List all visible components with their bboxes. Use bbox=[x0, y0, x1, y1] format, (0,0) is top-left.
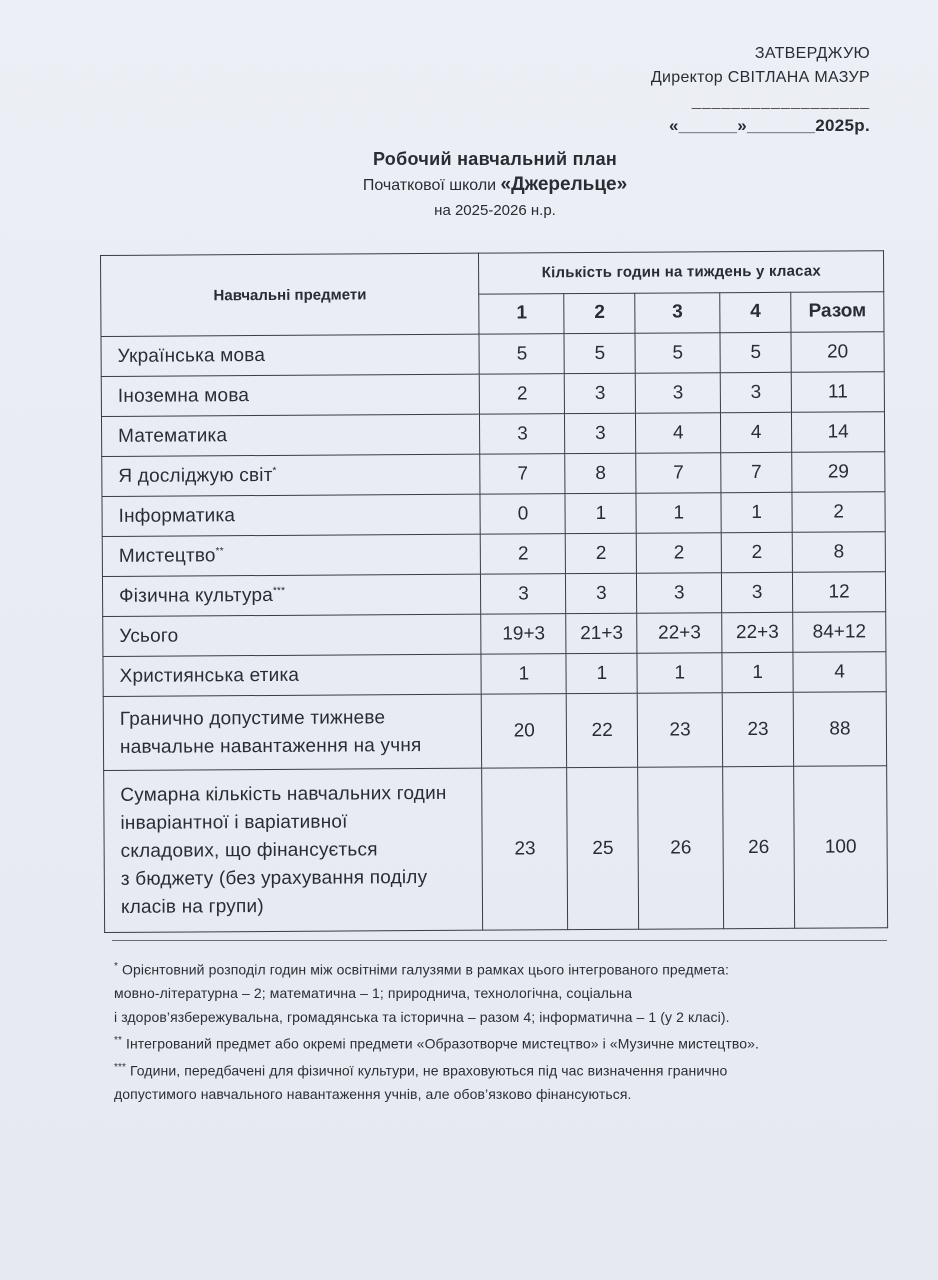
total-hours-line: складових, що фінансується bbox=[120, 838, 378, 862]
table-cell: 22+3 bbox=[722, 612, 793, 652]
table-cell: 5 bbox=[720, 332, 791, 372]
footnote-marker: ** bbox=[215, 545, 224, 557]
table-cell: 3 bbox=[637, 573, 722, 614]
table-cell: 21+3 bbox=[566, 613, 637, 653]
footnote-mark: ** bbox=[114, 1035, 122, 1047]
table-cell: 100 bbox=[794, 766, 888, 929]
table-cell: 7 bbox=[480, 454, 565, 495]
table-row bbox=[101, 372, 884, 417]
total-cell: 12 bbox=[792, 572, 885, 613]
subject-label: Фізична культура bbox=[119, 584, 274, 607]
notes-divider bbox=[112, 940, 887, 941]
table-cell: 88 bbox=[793, 692, 886, 767]
school-name-line bbox=[0, 172, 938, 199]
footnote-text: Орієнтовний розподіл годин між освітніми галузями в рамках цього інтегрованого предмета: bbox=[118, 961, 730, 978]
footnote-text: Години, передбачені для фізичної культури, не враховуються під час визначення гранично bbox=[125, 1062, 728, 1079]
table-row bbox=[102, 532, 885, 577]
total-cell: 11 bbox=[791, 372, 884, 413]
table-cell: 2 bbox=[566, 533, 637, 573]
table-cell: 0 bbox=[480, 494, 565, 535]
footnote-mark: * bbox=[114, 961, 118, 972]
footnote-marker: *** bbox=[272, 585, 286, 597]
table-row bbox=[102, 452, 885, 497]
hours-header: Кількість годин на тиждень у класах bbox=[479, 251, 884, 294]
subjects-header: Навчальні предмети bbox=[101, 253, 480, 336]
subject-name bbox=[101, 334, 480, 376]
table-cell: 1 bbox=[722, 652, 793, 692]
table-cell: 3 bbox=[480, 414, 565, 455]
subject-label: Я досліджую світ bbox=[118, 464, 273, 487]
total-hours-line: інваріантної і варіативної bbox=[120, 810, 348, 834]
total-hours-line: класів на групи) bbox=[120, 895, 264, 918]
table-row bbox=[101, 332, 884, 377]
total-cell: 29 bbox=[792, 452, 885, 493]
table-cell: 25 bbox=[567, 767, 639, 929]
subject-label: Християнська етика bbox=[119, 664, 300, 687]
table-cell: 23 bbox=[637, 693, 722, 768]
grade-header: 3 bbox=[635, 292, 720, 333]
document-title bbox=[0, 146, 938, 223]
table-cell: 3 bbox=[722, 572, 793, 612]
subject-name bbox=[101, 414, 480, 456]
subject-label: Мистецтво bbox=[118, 544, 216, 567]
table-cell: 4 bbox=[721, 412, 792, 452]
max-load-line: Гранично допустиме тижневе bbox=[119, 706, 386, 730]
approval-heading: ЗАТВЕРДЖУЮ bbox=[754, 45, 870, 62]
table-cell: 4 bbox=[636, 413, 721, 454]
total-cell: 14 bbox=[792, 412, 885, 453]
total-cell: 8 bbox=[792, 532, 885, 573]
table-cell: 20 bbox=[482, 694, 567, 769]
subject-name bbox=[103, 614, 482, 656]
table-cell: 3 bbox=[635, 373, 720, 414]
footnote-3 bbox=[114, 1056, 884, 1083]
footnote-3-cont: допустимого навчального навантаження учнів, але обов’язково фінансуються. bbox=[114, 1086, 632, 1103]
table-row bbox=[103, 692, 886, 771]
subject-label: Математика bbox=[118, 424, 228, 447]
subject-label: Українська мова bbox=[117, 344, 266, 367]
footnote-1 bbox=[114, 955, 884, 982]
table-cell: 1 bbox=[481, 654, 566, 695]
table-cell: 22+3 bbox=[637, 613, 722, 654]
footnotes bbox=[114, 955, 884, 1107]
approval-block bbox=[651, 42, 870, 138]
subject-label: Іноземна мова bbox=[117, 384, 250, 407]
table-cell: 3 bbox=[565, 413, 636, 453]
subject-name bbox=[102, 494, 481, 536]
total-hours-label bbox=[104, 768, 483, 932]
grade-header: 2 bbox=[564, 293, 635, 334]
table-cell: 3 bbox=[720, 372, 791, 412]
table-cell: 2 bbox=[636, 533, 721, 574]
table-cell: 7 bbox=[721, 452, 792, 492]
total-cell: 4 bbox=[793, 652, 886, 693]
grade-header: 1 bbox=[479, 293, 564, 334]
total-hours-line: Сумарна кількість навчальних годин bbox=[120, 782, 447, 806]
grade-header: 4 bbox=[720, 292, 791, 333]
table-cell: 1 bbox=[565, 493, 636, 533]
table-cell: 5 bbox=[564, 333, 635, 373]
table-cell: 8 bbox=[565, 453, 636, 493]
table-body bbox=[101, 332, 886, 697]
table-cell: 23 bbox=[482, 768, 568, 931]
subject-name bbox=[103, 654, 482, 696]
table-cell: 1 bbox=[637, 653, 722, 694]
total-hours-line: з бюджету (без урахування поділу bbox=[120, 866, 428, 890]
subject-label: Усього bbox=[119, 625, 179, 647]
plan-title: Робочий навчальний план bbox=[372, 149, 618, 169]
table-cell: 2 bbox=[721, 532, 792, 572]
approval-date: «______»_______2025р. bbox=[668, 116, 870, 135]
max-load-label bbox=[103, 694, 482, 770]
footnote-mark: *** bbox=[114, 1062, 126, 1074]
subject-name bbox=[102, 454, 481, 496]
signature-line: __________________ bbox=[691, 93, 870, 110]
table-cell: 1 bbox=[721, 492, 792, 532]
curriculum-table bbox=[100, 250, 888, 933]
table-cell: 3 bbox=[481, 574, 566, 615]
director-name: Директор СВІТЛАНА МАЗУР bbox=[650, 69, 870, 86]
footnote-1-cont: і здоров’язбережувальна, громадянська та історична – разом 4; інформатична – 1 (у 2 класі). bbox=[114, 1008, 730, 1025]
table-row bbox=[103, 652, 886, 697]
table-cell: 23 bbox=[722, 692, 793, 766]
table-cell: 22 bbox=[567, 693, 638, 767]
school-name-prefix: Початкової школи bbox=[362, 177, 501, 194]
subject-name bbox=[102, 574, 481, 616]
subject-name bbox=[101, 374, 480, 416]
table-cell: 26 bbox=[638, 767, 724, 930]
table-row bbox=[102, 492, 885, 537]
table-cell: 3 bbox=[566, 573, 637, 613]
school-name: «Джерельце» bbox=[500, 174, 628, 195]
footnote-text: Інтегрований предмет або окремі предмети «Образотворче мистецтво» і «Музичне мистецтво». bbox=[121, 1035, 760, 1052]
table-row bbox=[104, 766, 888, 933]
table-cell: 5 bbox=[479, 334, 564, 375]
footnote-1-cont: мовно-літературна – 2; математична – 1; природнича, технологічна, соціальна bbox=[114, 985, 633, 1002]
table-cell: 1 bbox=[566, 653, 637, 693]
max-load-line: навчальне навантаження на учня bbox=[119, 734, 422, 758]
total-header: Разом bbox=[791, 291, 884, 332]
table-row bbox=[102, 572, 885, 617]
table-header-row bbox=[101, 251, 884, 296]
total-cell: 2 bbox=[792, 492, 885, 533]
total-cell: 84+12 bbox=[793, 612, 886, 653]
table-cell: 19+3 bbox=[481, 614, 566, 655]
table-row bbox=[101, 412, 884, 457]
table-cell: 7 bbox=[636, 453, 721, 494]
subject-label: Інформатика bbox=[118, 504, 236, 527]
footnote-2 bbox=[114, 1029, 884, 1056]
school-year: на 2025-2026 н.р. bbox=[434, 202, 556, 219]
table-cell: 5 bbox=[635, 333, 720, 374]
table-cell: 2 bbox=[480, 374, 565, 415]
subject-name bbox=[102, 534, 481, 576]
table-cell: 26 bbox=[723, 766, 795, 928]
table-cell: 2 bbox=[481, 534, 566, 575]
table-row bbox=[103, 612, 886, 657]
footnote-marker: * bbox=[272, 465, 277, 477]
table-cell: 1 bbox=[636, 493, 721, 534]
total-cell: 20 bbox=[791, 332, 884, 373]
table-cell: 3 bbox=[565, 373, 636, 413]
